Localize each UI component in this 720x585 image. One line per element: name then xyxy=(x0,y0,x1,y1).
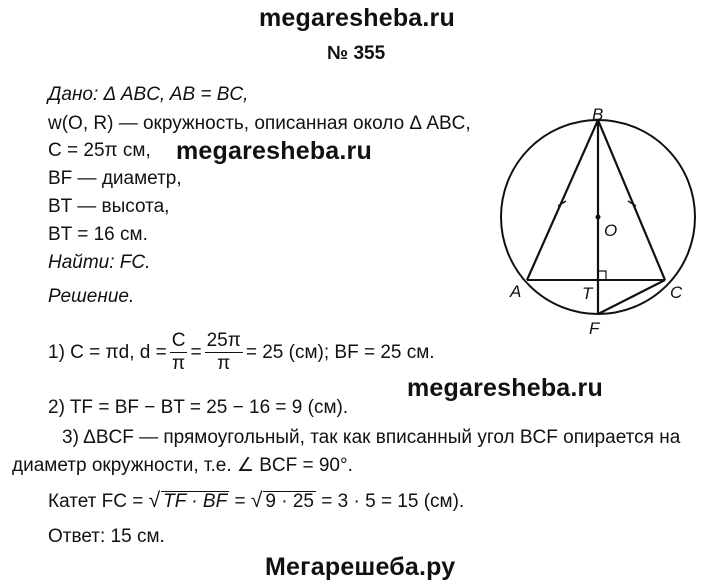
watermark-bottom: Мегарешеба.ру xyxy=(265,553,456,581)
given-line-3: C = 25π см, xyxy=(48,140,151,161)
problem-number: № 355 xyxy=(327,43,386,64)
watermark-top: megaresheba.ru xyxy=(259,4,455,32)
fraction2-denominator: π xyxy=(217,353,231,375)
side-ab xyxy=(527,120,598,280)
find-line: Найти: FC. xyxy=(48,252,151,273)
label-o: O xyxy=(604,221,618,240)
side-bc xyxy=(598,120,665,280)
fraction1-denominator: π xyxy=(172,353,186,375)
geometry-figure xyxy=(500,100,710,345)
fraction-c-over-pi xyxy=(170,330,188,375)
watermark-mid: megaresheba.ru xyxy=(176,137,372,165)
step1-equals: = xyxy=(190,342,202,363)
step1-end: = 25 (см); BF = 25 см. xyxy=(245,342,435,363)
given-line-1: Дано: Δ ABC, AB = BC, xyxy=(48,84,249,105)
solution-step-2: 2) TF = BF − BT = 25 − 16 = 9 (см). xyxy=(48,397,349,418)
katet-start: Катет FC = xyxy=(48,491,144,512)
label-b: B xyxy=(592,105,604,124)
answer-line: Ответ: 15 см. xyxy=(48,526,165,547)
given-line-4: BF — диаметр, xyxy=(48,168,182,189)
given-line-2: w(O, R) — окружность, описанная около Δ ABC, xyxy=(48,113,471,134)
given-line-6: BT = 16 см. xyxy=(48,224,148,245)
katet-line xyxy=(48,488,464,515)
solution-step-1 xyxy=(48,330,435,376)
fraction2-numerator: 25π xyxy=(206,330,241,352)
solution-step-3-line-1: 3) ΔBCF — прямоугольный, так как вписанный угол BCF опирается на xyxy=(62,427,681,448)
center-point xyxy=(596,215,601,220)
given-line-5: BT — высота, xyxy=(48,196,170,217)
label-c: C xyxy=(670,283,683,302)
label-t: T xyxy=(582,284,593,303)
step1-start: 1) C = πd, d = xyxy=(48,342,167,363)
label-a: A xyxy=(510,282,522,301)
watermark-mid-2: megaresheba.ru xyxy=(407,374,603,402)
label-f: F xyxy=(589,319,600,338)
sqrt-sign-2: √ xyxy=(250,489,263,512)
sqrt-9-25: 9 · 25 xyxy=(265,491,314,512)
right-angle-mark xyxy=(598,271,606,280)
fraction1-numerator: C xyxy=(171,330,186,352)
sqrt-tf-bf: TF · BF xyxy=(163,491,228,512)
solution-step-3-line-2: диаметр окружности, т.е. ∠ BCF = 90°. xyxy=(12,455,353,476)
solution-heading: Решение. xyxy=(48,286,135,307)
sqrt-sign-1: √ xyxy=(148,489,161,512)
katet-equals: = xyxy=(234,491,246,512)
katet-end: = 3 · 5 = 15 (см). xyxy=(321,491,465,512)
fraction-25pi-over-pi xyxy=(205,330,243,375)
